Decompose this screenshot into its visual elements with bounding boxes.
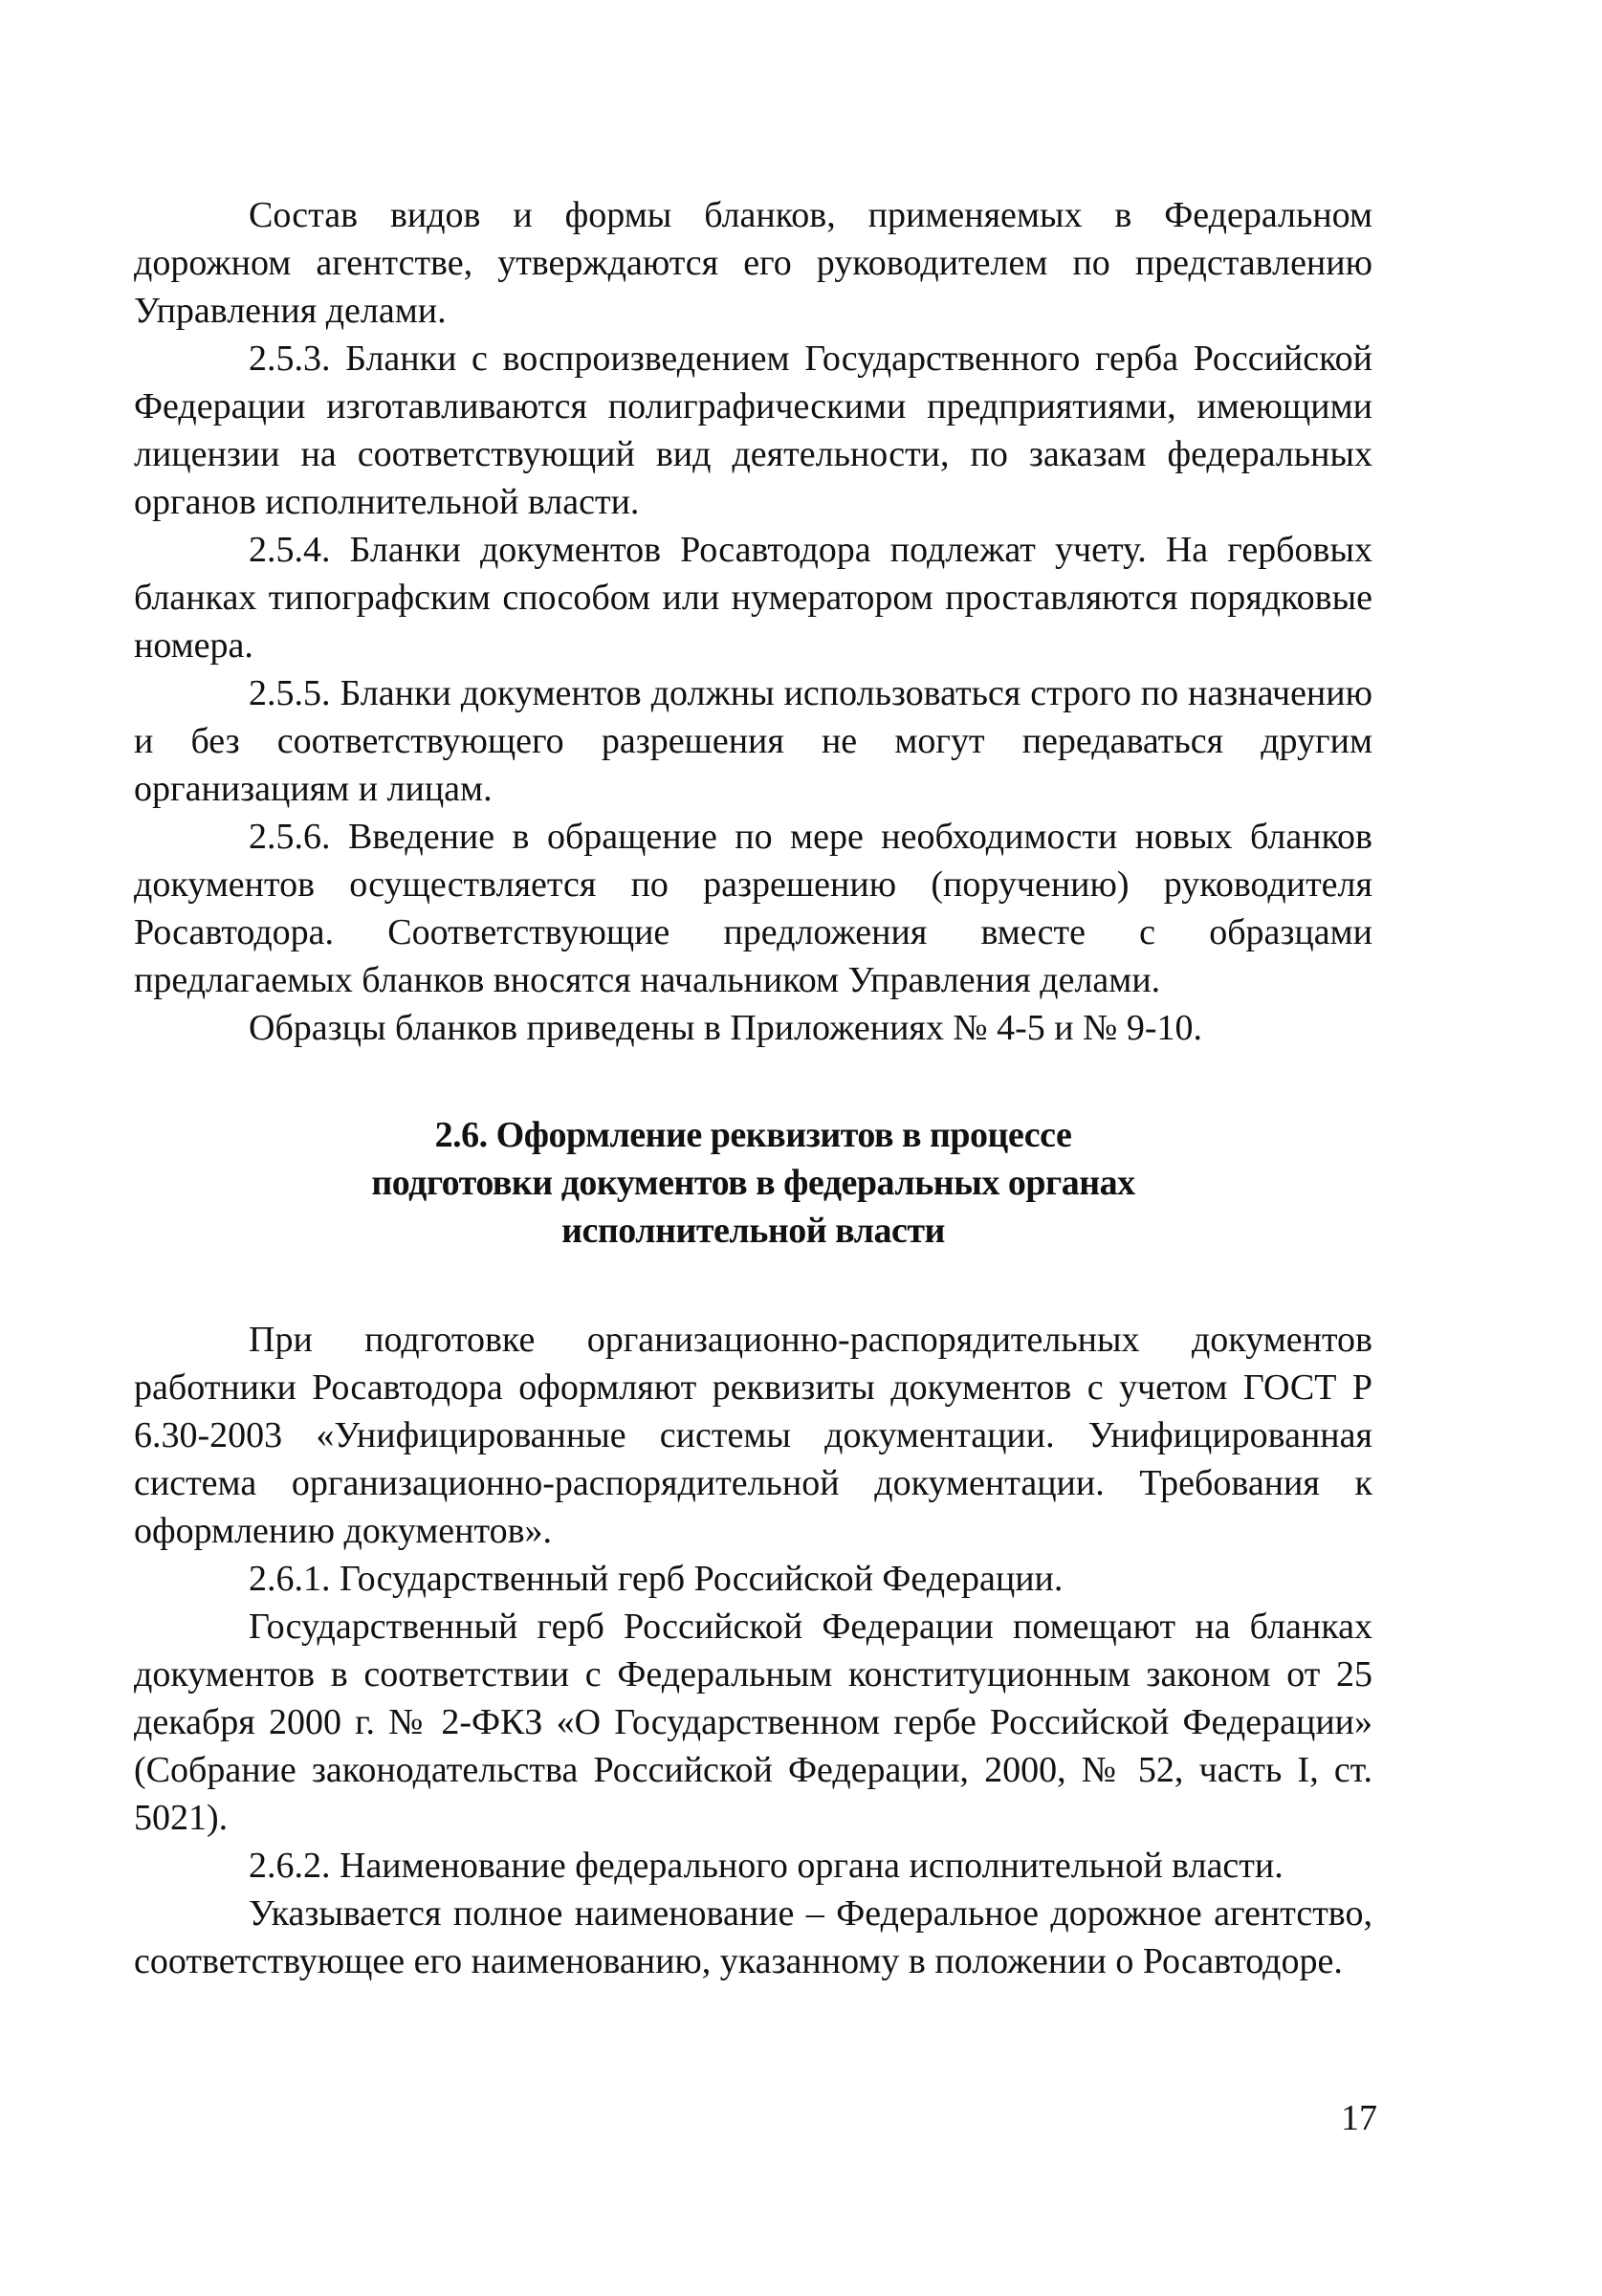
paragraph-2-5-3: 2.5.3. Бланки с воспроизведением Государственного герба Российской Федерации изготавливаются полиграфическими предприятиями, имеющими лицензии на соответствующий вид деятельности, по заказам федеральных органов исполнительной власти. [134, 339, 1372, 522]
paragraph-2-6-1: 2.6.1. Государственный герб Российской Федерации. [249, 1559, 1064, 1599]
paragraph-samples-reference: Образцы бланков приведены в Приложениях № 4-5 и № 9-10. [249, 1008, 1203, 1048]
paragraph-gost-intro: При подготовке организационно-распорядительных документов работники Росавтодора оформляют реквизиты документов с учетом ГОСТ Р 6.30-2003 «Унифицированные системы документации. Унифицированная система организационно-распорядительной документации. Требования к оформлению документов». [134, 1320, 1372, 1551]
paragraph-2-6-2: 2.6.2. Наименование федерального органа исполнительной власти. [249, 1846, 1284, 1886]
paragraph-2-5-6: 2.5.6. Введение в обращение по мере необходимости новых бланков документов осуществляется по разрешению (поручению) руководителя Росавтодора. Соответствующие предложения вместе с образцами предлагаемых бланков вносятся начальником Управления делами. [134, 817, 1372, 1000]
paragraph-2-5-4: 2.5.4. Бланки документов Росавтодора подлежат учету. На гербовых бланках типографским способом или нумератором проставляются порядковые номера. [134, 530, 1372, 666]
heading-line-1: 2.6. Оформление реквизитов в процессе [434, 1115, 1072, 1155]
heading-line-3: исполнительной власти [561, 1211, 945, 1251]
heading-line-2: подготовки документов в федеральных органах [371, 1163, 1135, 1203]
paragraph-full-name: Указывается полное наименование – Федеральное дорожное агентство, соответствующее его наименованию, указанному в положении о Росавтодоре. [134, 1893, 1372, 1981]
page-number: 17 [1341, 2098, 1377, 2138]
document-page [134, 191, 1372, 1985]
paragraph-coat-of-arms: Государственный герб Российской Федерации помещают на бланках документов в соответствии с Федеральным конституционным законом от 25 декабря 2000 г. № 2-ФКЗ «О Государственном гербе Российской Федерации» (Собрание законодательства Российской Федерации, 2000, № 52, часть I, ст. 5021). [134, 1607, 1372, 1838]
paragraph-2-5-5: 2.5.5. Бланки документов должны использоваться строго по назначению и без соответствующего разрешения не могут передаваться другим организациям и лицам. [134, 673, 1372, 809]
paragraph-form-composition: Состав видов и формы бланков, применяемых в Федеральном дорожном агентстве, утверждаются его руководителем по представлению Управления делами. [134, 195, 1372, 331]
section-heading-2-6 [134, 1111, 1372, 1255]
